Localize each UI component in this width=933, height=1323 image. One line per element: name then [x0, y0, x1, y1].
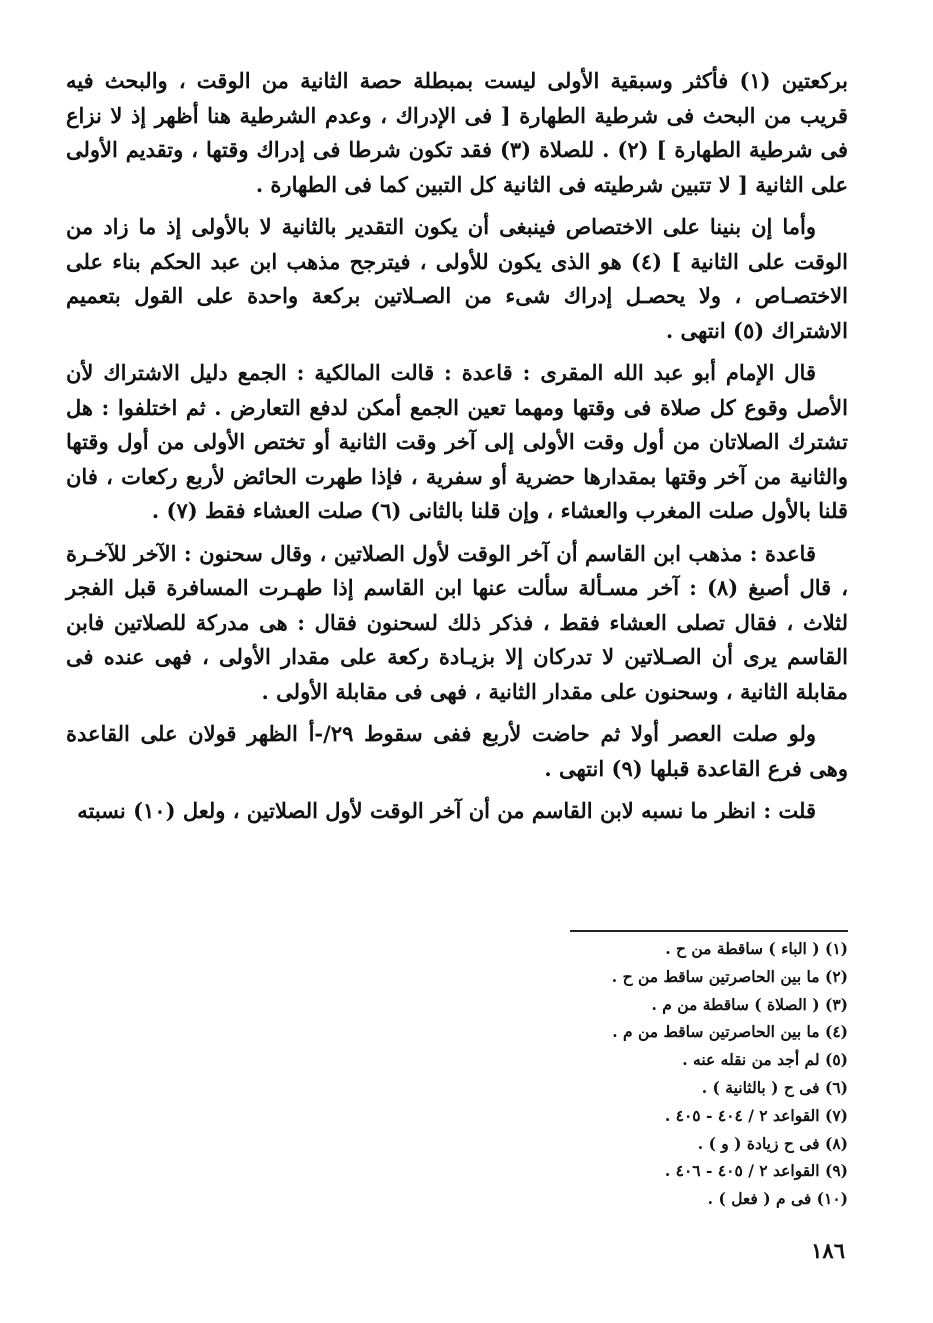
- paragraph-5: ولو صلت العصر أولا ثم حاضت لأربع ففى سقوط ٢٩/-أ الظهر قولان على القاعدة وهى فرع القاعدة قبلها (٩) انتهى .: [66, 721, 848, 781]
- paragraph-3: قال الإمام أبو عبد الله المقرى : قاعدة : قالت المالكية : الجمع دليل الاشتراك لأن الأصل وقوع كل صلاة فى وقتها ومهما تعين الجمع أمكن لدفع التعارض . ثم اختلفوا : هل تشترك الصلاتان من أول وقت الأولى إلى آخر وقت الثانية أو تختص الأولى من أول وقتها والثانية من آخر وقتها بمقدارها حضرية أو سفرية ، فإذا طهرت الحائض لأربع ركعات ، فان قلنا بالأول صلت المغرب والعشاء ، وإن قلنا بالثانى (٦) صلت العشاء فقط (٧) .: [66, 360, 848, 523]
- footnote-4: (٤) ما بين الحاصرتين ساقط من م .: [612, 1022, 848, 1042]
- footnote-2: (٢) ما بين الحاصرتين ساقط من ح .: [611, 966, 848, 986]
- footnote-10: (١٠) فى م ( فعل ) .: [707, 1189, 848, 1209]
- footnote-divider: [570, 930, 848, 932]
- paragraph-4: قاعدة : مذهب ابن القاسم أن آخر الوقت لأول الصلاتين ، وقال سحنون : الآخر للآخـرة ، قال أصبغ (٨) : آخر مسـألة سألت عنها ابن القاسم إذا طهـرت المسافرة قبل الفجر لثلاث ، فقال تصلى العشاء فقط ، فذكر ذلك لسحنون فقال : هى مدركة للصلاتين فابن القاسم يرى أن الصـلاتين لا تدركان إلا بزيـادة ركعة على مقدار الأولى ، فهى عنده فى مقابلة الثانية ، وسحنون على مقدار الثانية ، فهى فى مقابلة الأولى .: [66, 540, 848, 704]
- footnote-1: (١) ( الباء ) ساقطة من ح .: [665, 939, 848, 958]
- footnote-5: (٥) لم أجد من نقله عنه .: [682, 1050, 848, 1070]
- paragraph-1: بركعتين (١) فأكثر وسبقية الأولى ليست بمبطلة حصة الثانية من الوقت ، والبحث فيه قريب من البحث فى شرطية الطهارة [ فى الإدراك ، وعدم الشرطية هنا أظهر إذ لا نزاع فى شرطية الطهارة ] (٢) . للصلاة (٣) فقد تكون شرطا فى إدراك وقتها ، وتقديم الأولى على الثانية [ لا تتبين شرطيته فى الثانية كل التبين كما فى الطهارة .: [66, 68, 848, 197]
- footnotes: [348, 935, 848, 1213]
- footnote-7: (٧) القواعد ٢ / ٤٠٤ - ٤٠٥ .: [664, 1105, 848, 1125]
- footnote-6: (٦) فى ح ( بالثانية ) .: [701, 1077, 848, 1097]
- footnote-9: (٩) القواعد ٢ / ٤٠٥ - ٤٠٦ .: [664, 1161, 848, 1181]
- main-text: [66, 64, 848, 829]
- footnote-3: (٣) ( الصلاة ) ساقطة من م .: [651, 994, 848, 1014]
- footnote-8: (٨) فى ح زيادة ( و ) .: [697, 1133, 848, 1153]
- paragraph-6: قلت : انظر ما نسبه لابن القاسم من أن آخر الوقت لأول الصلاتين ، ولعل (١٠) نسبته: [77, 798, 816, 823]
- paragraph-2: وأما إن بنينا على الاختصاص فينبغى أن يكون التقدير بالثانية لا بالأولى إذ ما زاد من الوقت على الثانية ] (٤) هو الذى يكون للأولى ، فيترجح مذهب ابن عبد الحكم بناء على الاختصـاص ، ولا يحصـل إدراك شىء من الصـلاتين بركعة واحدة على القول بتعميم الاشتراك (٥) انتهى .: [66, 214, 848, 343]
- page-number: ١٨٦: [811, 1238, 845, 1263]
